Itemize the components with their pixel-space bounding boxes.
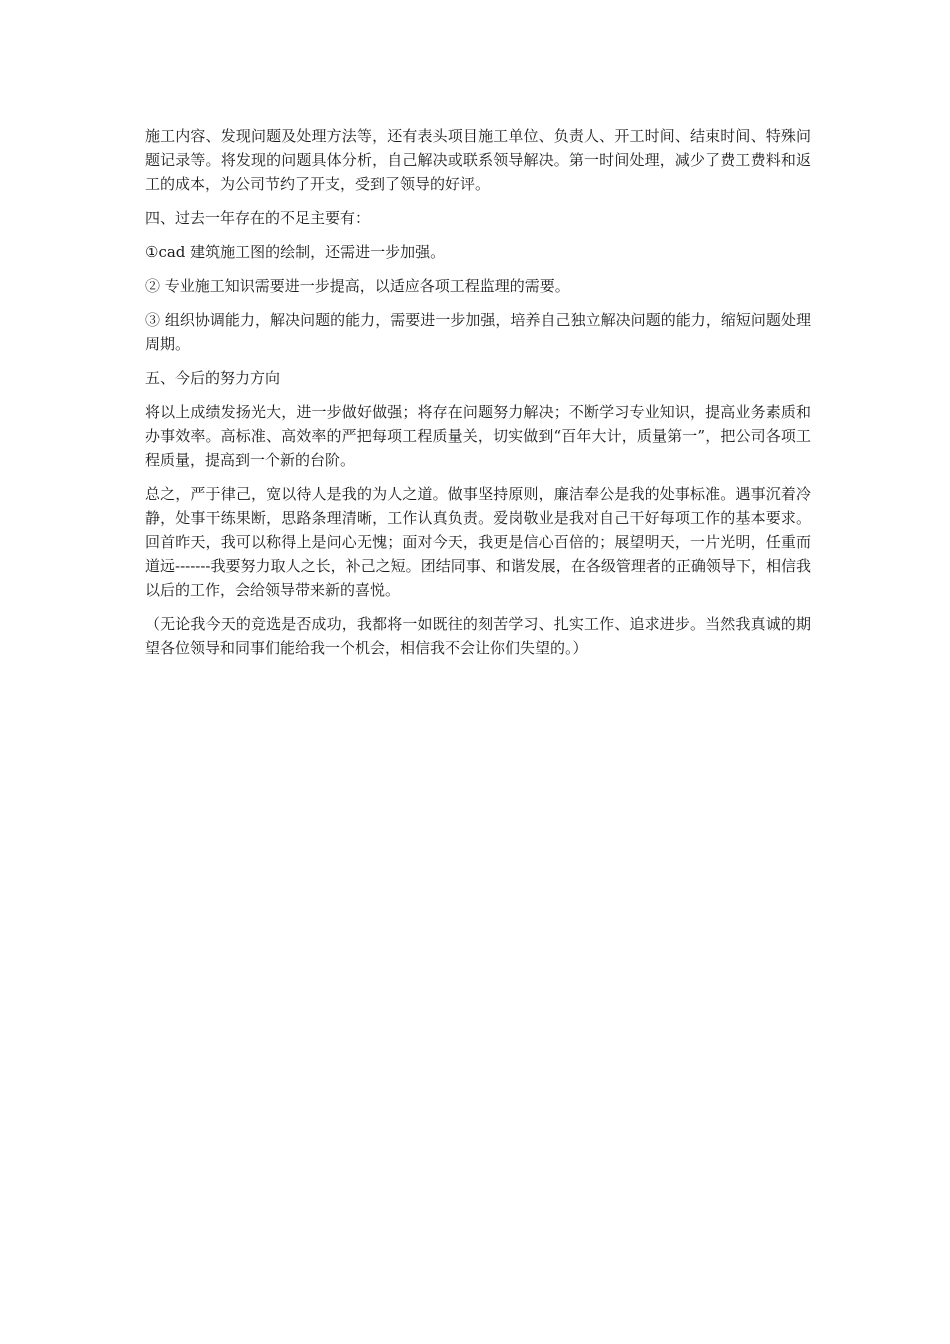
paragraph-closing-note: （无论我今天的竞选是否成功，我都将一如既往的刻苦学习、扎实工作、追求进步。当然我真诚的期望各位领导和同事们能给我一个机会，相信我不会让你们失望的。） xyxy=(145,615,811,657)
list-item-coordination: ③ 组织协调能力，解决问题的能力，需要进一步加强，培养自己独立解决问题的能力，缩短问题处理周期。 xyxy=(145,311,811,353)
list-item-professional-knowledge: ② 专业施工知识需要进一步提高，以适应各项工程监理的需要。 xyxy=(145,277,570,295)
document-body xyxy=(145,124,811,670)
heading-future-direction: 五、今后的努力方向 xyxy=(145,369,281,387)
list-item-cad: ①cad 建筑施工图的绘制，还需进一步加强。 xyxy=(145,243,446,261)
heading-shortcomings: 四、过去一年存在的不足主要有： xyxy=(145,209,371,227)
paragraph-construction-records: 施工内容、发现问题及处理方法等，还有表头项目施工单位、负责人、开工时间、结束时间、特殊问题记录等。将发现的问题具体分析，自己解决或联系领导解决。第一时间处理，减少了费工费料和返工的成本，为公司节约了开支，受到了领导的好评。 xyxy=(145,127,811,193)
paragraph-future-plan: 将以上成绩发扬光大，进一步做好做强；将存在问题努力解决；不断学习专业知识，提高业务素质和办事效率。高标准、高效率的严把每项工程质量关，切实做到“百年大计，质量第一”，把公司各项工程质量，提高到一个新的台阶。 xyxy=(145,403,811,469)
paragraph-conclusion: 总之，严于律己，宽以待人是我的为人之道。做事坚持原则，廉洁奉公是我的处事标准。遇事沉着冷静，处事干练果断，思路条理清晰，工作认真负责。爱岗敬业是我对自己干好每项工作的基本要求。回首昨天，我可以称得上是问心无愧；面对今天，我更是信心百倍的；展望明天，一片光明，任重而道远-------我要努力取人之长，补己之短。团结同事、和谐发展，在各级管理者的正确领导下，相信我以后的工作，会给领导带来新的喜悦。 xyxy=(145,485,811,599)
